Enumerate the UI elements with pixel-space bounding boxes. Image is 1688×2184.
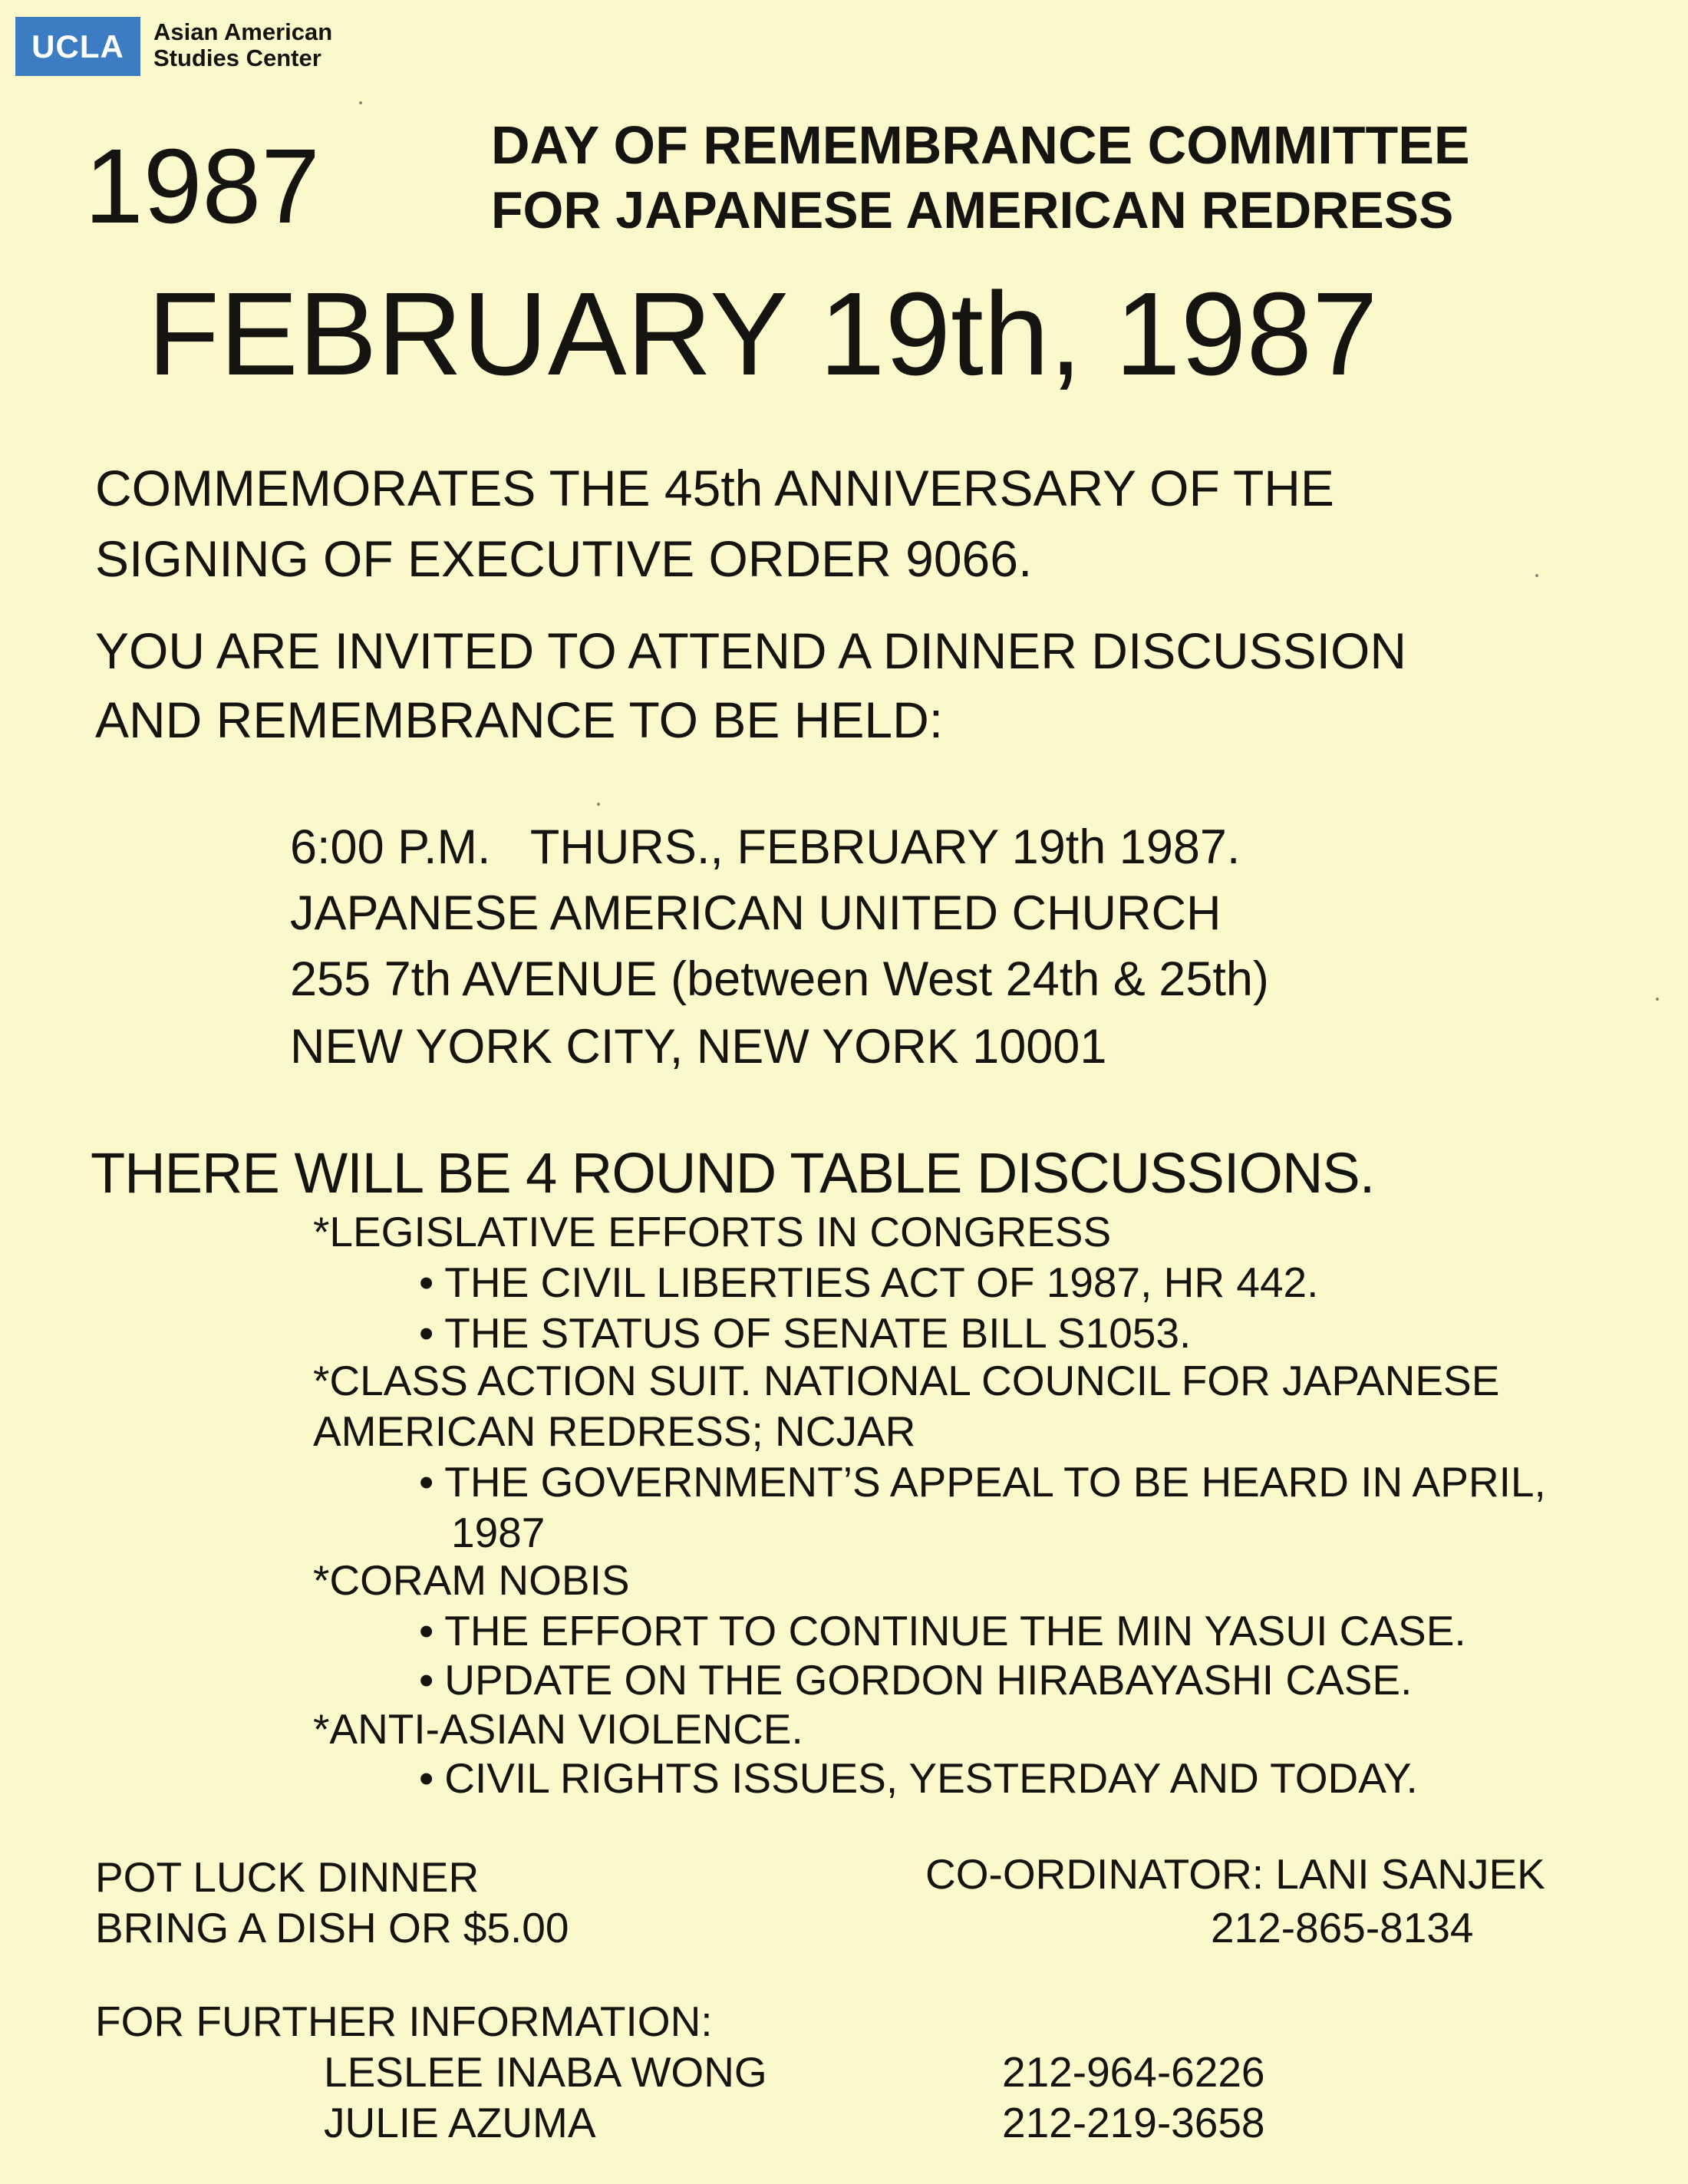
logo-text-line2: Studies Center	[153, 45, 321, 71]
contact-name: LESLEE INABA WONG	[324, 2048, 767, 2096]
bullet-icon: •	[419, 1656, 434, 1704]
date-headline: FEBRUARY 19th, 1987	[147, 268, 1378, 400]
potluck-title: POT LUCK DINNER	[95, 1853, 480, 1901]
venue-time: 6:00 P.M. THURS., FEBRUARY 19th 1987.	[290, 820, 1241, 874]
venue-city: NEW YORK CITY, NEW YORK 10001	[290, 1020, 1107, 1074]
bullet-icon: •	[419, 1458, 434, 1506]
discussion-subitem	[419, 1259, 1318, 1306]
invite-line2: AND REMEMBRANCE TO BE HELD:	[95, 691, 944, 748]
subitem-text: THE EFFORT TO CONTINUE THE MIN YASUI CASE.	[444, 1607, 1466, 1654]
discussion-subitem	[419, 1458, 1546, 1506]
paper-speck	[597, 803, 600, 806]
paper-speck	[1656, 998, 1659, 1001]
further-info-heading: FOR FURTHER INFORMATION:	[95, 1998, 713, 2045]
discussions-heading: THERE WILL BE 4 ROUND TABLE DISCUSSIONS.	[91, 1141, 1375, 1205]
discussion-subitem	[419, 1754, 1418, 1802]
venue-name: JAPANESE AMERICAN UNITED CHURCH	[290, 886, 1221, 940]
bullet-icon: •	[419, 1259, 434, 1306]
discussion-topic-coram-nobis: *CORAM NOBIS	[313, 1556, 630, 1604]
invite-line1: YOU ARE INVITED TO ATTEND A DINNER DISCUSSION	[95, 622, 1407, 679]
discussion-topic-class-action: *CLASS ACTION SUIT. NATIONAL COUNCIL FOR JAPANESE	[313, 1357, 1500, 1404]
subitem-text: THE CIVIL LIBERTIES ACT OF 1987, HR 442.	[444, 1259, 1319, 1306]
ucla-logo-badge: UCLA	[15, 17, 140, 76]
discussion-subitem	[419, 1656, 1412, 1704]
contact-name: JULIE AZUMA	[324, 2099, 596, 2146]
header-year: 1987	[84, 127, 320, 246]
discussion-topic-anti-asian-violence: *ANTI-ASIAN VIOLENCE.	[313, 1705, 803, 1753]
subitem-text: CIVIL RIGHTS ISSUES, YESTERDAY AND TODAY.	[444, 1754, 1418, 1802]
subitem-text: UPDATE ON THE GORDON HIRABAYASHI CASE.	[444, 1656, 1413, 1704]
intro-line1: COMMEMORATES THE 45th ANNIVERSARY OF THE	[95, 460, 1334, 516]
discussion-subitem	[419, 1607, 1466, 1654]
discussion-topic-legislative: *LEGISLATIVE EFFORTS IN CONGRESS	[313, 1208, 1112, 1255]
contact-phone: 212-964-6226	[1002, 2048, 1265, 2096]
discussion-subitem	[419, 1309, 1191, 1357]
bullet-icon: •	[419, 1607, 434, 1654]
bullet-icon: •	[419, 1309, 434, 1357]
subitem-text: THE GOVERNMENT’S APPEAL TO BE HEARD IN APRIL,	[444, 1458, 1546, 1506]
bullet-icon: •	[419, 1754, 434, 1802]
paper-speck	[1535, 574, 1538, 577]
discussion-subitem-cont: 1987	[451, 1509, 546, 1556]
committee-title-line2: FOR JAPANESE AMERICAN REDRESS	[491, 181, 1454, 239]
potluck-instructions: BRING A DISH OR $5.00	[95, 1904, 569, 1951]
contact-phone: 212-219-3658	[1002, 2099, 1265, 2146]
committee-title-line1: DAY OF REMEMBRANCE COMMITTEE	[491, 115, 1470, 175]
coordinator-name: CO-ORDINATOR: LANI SANJEK	[925, 1850, 1545, 1898]
coordinator-phone: 212-865-8134	[1211, 1904, 1474, 1951]
intro-line2: SIGNING OF EXECUTIVE ORDER 9066.	[95, 530, 1033, 587]
discussion-topic-class-action-cont: AMERICAN REDRESS; NCJAR	[313, 1407, 916, 1455]
paper-speck	[359, 101, 362, 104]
venue-address: 255 7th AVENUE (between West 24th & 25th)	[290, 952, 1269, 1006]
subitem-text: THE STATUS OF SENATE BILL S1053.	[444, 1309, 1192, 1357]
logo-text-line1: Asian American	[153, 18, 333, 45]
